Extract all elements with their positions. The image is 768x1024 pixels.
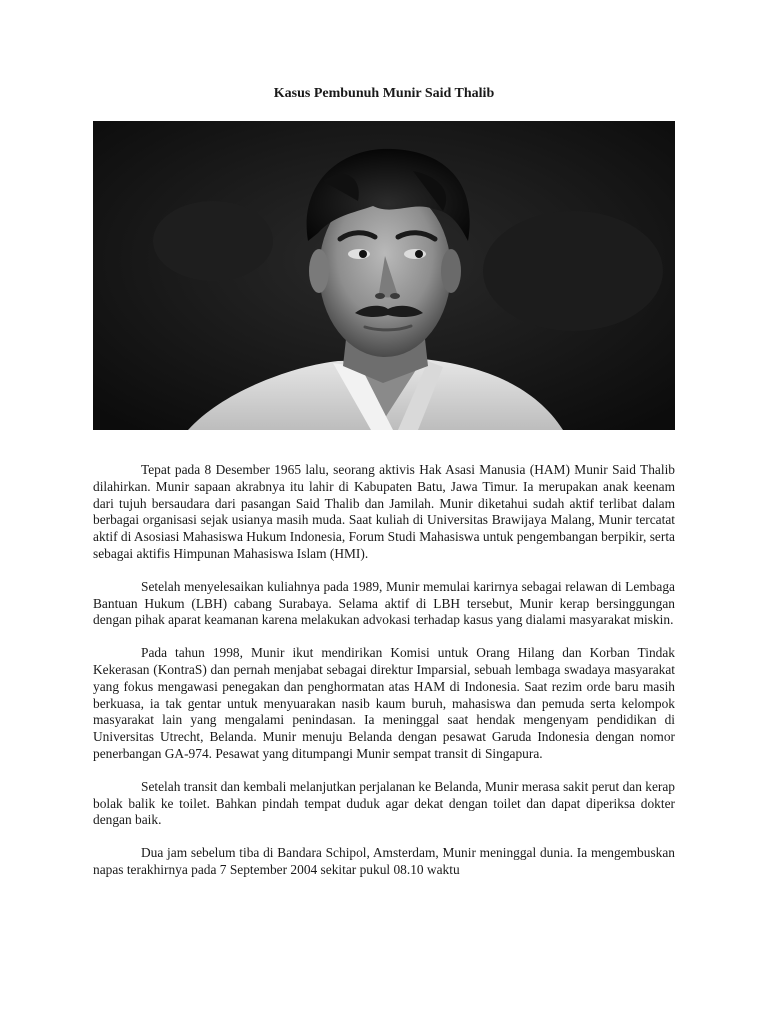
paragraph: Setelah transit dan kembali melanjutkan perjalanan ke Belanda, Munir merasa sakit perut dan kerap bolak balik ke toilet. Bahkan pindah tempat duduk agar dekat dengan toilet dan dapat diperiksa dokter dengan baik. — [93, 778, 675, 828]
paragraph: Tepat pada 8 Desember 1965 lalu, seorang aktivis Hak Asasi Manusia (HAM) Munir Said Thalib dilahirkan. Munir sapaan akrabnya itu lahir di Kabupaten Batu, Jawa Timur. Ia merupakan anak keenam dari tujuh bersaudara dari pasangan Said Thalib dan Jamilah. Munir diketahui sudah aktif terlibat dalam berbagai organisasi sejak usianya masih muda. Saat kuliah di Universitas Brawijaya Malang, Munir tercatat aktif di Asosiasi Mahasiswa Hukum Indonesia, Forum Studi Mahasiswa untuk pengembangan berpikir, serta sebagai aktifis Himpunan Mahasiswa Islam (HMI). — [93, 462, 675, 561]
document-title: Kasus Pembunuh Munir Said Thalib — [273, 86, 495, 101]
paragraph: Dua jam sebelum tiba di Bandara Schipol, Amsterdam, Munir meninggal dunia. Ia mengembuskan napas terakhirnya pada 7 September 2004 sekitar pukul 08.10 waktu — [93, 845, 675, 877]
paragraph: Pada tahun 1998, Munir ikut mendirikan Komisi untuk Orang Hilang dan Korban Tindak Kekerasan (KontraS) dan pernah menjabat sebagai direktur Imparsial, sebuah lembaga swadaya masyarakat yang fokus mengawasi penegakan dan penghormatan atas HAM di Indonesia. Saat rezim orde baru masih berkuasa, ia tak gentar untuk menyuarakan nasib kaum buruh, mahasiswa dan pemuda serta kelompok masyarakat lain yang mengalami penindasan. Ia meninggal saat hendak mengenyam pendidikan di Universitas Utrecht, Belanda. Munir menuju Belanda dengan pesawat Garuda Indonesia dengan nomor penerbangan GA-974. Pesawat yang ditumpangi Munir sempat transit di Singapura. — [93, 645, 675, 761]
article-body — [93, 462, 675, 895]
portrait-illustration — [93, 121, 675, 430]
portrait-photo — [93, 121, 675, 430]
paragraph: Setelah menyelesaikan kuliahnya pada 1989, Munir memulai karirnya sebagai relawan di Lembaga Bantuan Hukum (LBH) cabang Surabaya. Selama aktif di LBH tersebut, Munir kerap bersinggungan dengan pihak aparat keamanan karena melakukan advokasi terhadap kasus yang dialami masyarakat miskin. — [93, 578, 675, 628]
